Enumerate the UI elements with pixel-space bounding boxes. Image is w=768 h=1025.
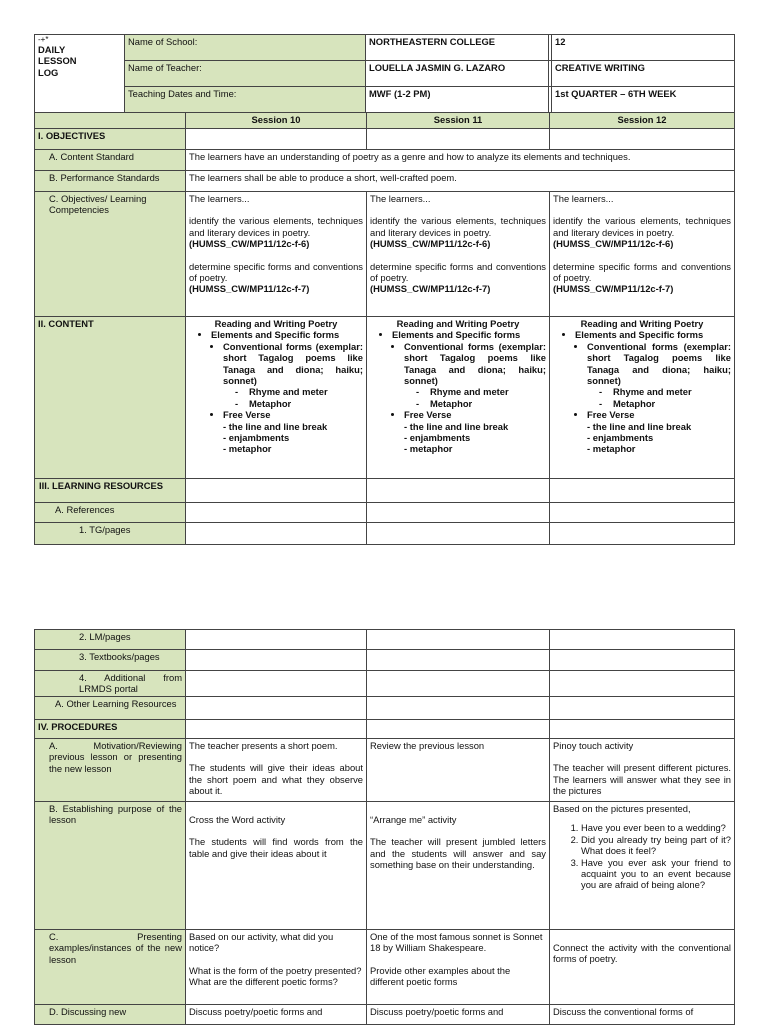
competency-2-code: (HUMSS_CW/MP11/12c-f-7) [189,283,310,295]
lesson-log-grid-page-2 [34,629,735,1025]
content-session-12 [550,317,735,479]
metaphor-item: - Metaphor [416,398,546,409]
session-12-header: Session 12 [550,113,735,129]
presenting-s10-line2: What is the form of the poetry presented? [189,964,362,976]
presenting-s11-line2: Provide other examples about the different poetic forms [370,964,511,988]
references-label: A. References [35,503,186,523]
teacher-label: Name of Teacher: [125,61,366,87]
conventional-forms: Conventional forms (exemplar: short Tagalog poems like Tanaga and diona; haiku; sonnet) [404,340,546,387]
content-session-11 [367,317,550,479]
school-label: Name of School: [125,35,366,61]
purpose-s12-question-1: 1. Have you ever been to a wedding? [581,822,731,833]
lesson-log-table-page-1 [34,34,735,113]
competencies-intro: The learners... [189,193,250,204]
competency-2-code: (HUMSS_CW/MP11/12c-f-7) [370,283,491,295]
rhyme-meter: - Rhyme and meter [599,386,731,397]
school-value: NORTHEASTERN COLLEGE [366,35,549,61]
conventional-forms: Conventional forms (exemplar: short Tagalog poems like Tanaga and diona; haiku; sonnet) [223,340,363,387]
presenting-s12-line1: Connect the activity with the conventional forms of poetry. [553,942,731,965]
purpose-session-10 [186,802,367,930]
motivation-s12-line2: The teacher will present different pictures. The learners will answer what they see in the pictures [553,762,731,797]
motivation-s10-line2: The students will give their ideas about the short poem and what they observe about it. [189,762,363,797]
free-verse-enjambments: - enjambments [587,432,654,444]
purpose-s12-intro: Based on the pictures presented, [553,803,691,814]
presenting-session-10 [186,930,367,1005]
content-bullet-1: Elements and Specific forms [211,329,340,341]
free-verse-enjambments: - enjambments [404,432,471,444]
rhyme-meter: - Rhyme and meter [416,386,546,397]
competency-2: determine specific forms and conventions of poetry. [370,260,546,284]
competency-2-code: (HUMSS_CW/MP11/12c-f-7) [553,283,674,295]
free-verse-line: - the line and line break [404,420,509,432]
grade-value: 12 [552,35,735,61]
motivation-s10-line1: The teacher presents a short poem. [189,740,338,751]
purpose-session-12 [550,802,735,930]
objectives-heading: I. OBJECTIVES [35,129,186,150]
presenting-s10-line3: What are the different poetic forms? [189,976,338,988]
motivation-session-12 [550,739,735,802]
content-standard-value: The learners have an understanding of poetry as a genre and how to analyze its elements and techniques. [186,150,735,171]
discussing-session-11: Discuss poetry/poetic forms and [367,1005,550,1025]
discussing-label: D. Discussing new [35,1005,186,1025]
motivation-label: A. Motivation/Reviewing previous lesson or presenting the new lesson [35,739,186,802]
presenting-s11-line1: One of the most famous sonnet is Sonnet 18 by William Shakespeare. [370,931,543,954]
content-bullet-1: Elements and Specific forms [392,329,521,341]
competency-1-code: (HUMSS_CW/MP11/12c-f-6) [189,238,310,250]
competencies-session-10 [186,192,367,317]
discussing-session-12: Discuss the conventional forms of [550,1005,735,1025]
free-verse-metaphor: - metaphor [587,443,636,455]
session-11-header: Session 11 [367,113,550,129]
purpose-s10-line1: Cross the Word activity [189,814,286,825]
presenting-session-12 [550,930,735,1005]
content-title: Reading and Writing Poetry [580,318,704,329]
additional-lrmds-label: 4. Additional from LRMDS portal [35,671,186,697]
presenting-session-11 [367,930,550,1005]
learning-resources-heading: III. LEARNING RESOURCES [35,479,186,503]
procedures-heading: IV. PROCEDURES [35,720,186,739]
log-title-cell [35,35,125,113]
content-heading: II. CONTENT [35,317,186,479]
purpose-session-11 [367,802,550,930]
free-verse-line: - the line and line break [223,420,328,432]
conventional-forms: Conventional forms (exemplar: short Tagalog poems like Tanaga and diona; haiku; sonnet) [587,340,731,387]
dates-value: MWF (1-2 PM) [366,87,549,113]
purpose-s12-question-2: 2. Did you already try being part of it? What does it feel? [581,834,731,857]
purpose-s12-question-3: 3. Have you ever ask your friend to acquaint you to an event because you are afraid of being alone? [581,857,731,891]
free-verse-metaphor: - metaphor [223,443,272,455]
lesson-log-grid-page-1 [34,112,735,545]
corner-mark: -+* [38,35,49,44]
purpose-s11-line1: “Arrange me” activity [370,814,457,825]
competency-1: identify the various elements, techniques and literary devices in poetry. [189,215,363,238]
competency-1-code: (HUMSS_CW/MP11/12c-f-6) [370,238,491,250]
performance-standard-value: The learners shall be able to produce a short, well-crafted poem. [186,171,735,192]
competencies-intro: The learners... [553,193,614,204]
session-header-blank [35,113,186,129]
free-verse-line: - the line and line break [587,420,692,432]
presenting-examples-label: C. Presenting examples/instances of the new lesson [35,930,186,1005]
textbooks-label: 3. Textbooks/pages [35,650,186,671]
teacher-value: LOUELLA JASMIN G. LAZARO [366,61,549,87]
presenting-s10-line1: Based on our activity, what did you notice? [189,931,334,954]
competency-2: determine specific forms and conventions of poetry. [553,260,731,284]
free-verse-enjambments: - enjambments [223,432,290,444]
tg-pages-label: 1. TG/pages [35,523,186,545]
competencies-session-12 [550,192,735,317]
competency-1-code: (HUMSS_CW/MP11/12c-f-6) [553,238,674,250]
free-verse: Free Verse [223,409,271,421]
motivation-s12-line1: Pinoy touch activity [553,740,634,751]
free-verse-metaphor: - metaphor [404,443,453,455]
content-title: Reading and Writing Poetry [214,318,338,329]
area-value: CREATIVE WRITING [552,61,735,87]
performance-standard-label: B. Performance Standards [35,171,186,192]
content-session-10 [186,317,367,479]
purpose-label: B. Establishing purpose of the lesson [35,802,186,930]
log-title: DAILY LESSON LOG [38,44,77,78]
purpose-s10-line2: The students will find words from the table and give their ideas about it [189,836,363,859]
competencies-session-11 [367,192,550,317]
discussing-session-10: Discuss poetry/poetic forms and [186,1005,367,1025]
quarter-value: 1st QUARTER – 6TH WEEK [552,87,735,113]
dates-label: Teaching Dates and Time: [125,87,366,113]
content-title: Reading and Writing Poetry [396,318,520,329]
motivation-session-10 [186,739,367,802]
free-verse: Free Verse [587,409,635,421]
rhyme-meter: - Rhyme and meter [235,386,363,397]
competency-1: identify the various elements, techniques and literary devices in poetry. [553,215,731,238]
metaphor-item: - Metaphor [599,398,731,409]
competencies-intro: The learners... [370,193,431,204]
motivation-session-11: Review the previous lesson [367,739,550,802]
content-standard-label: A. Content Standard [35,150,186,171]
metaphor-item: - Metaphor [235,398,363,409]
purpose-s11-line2: The teacher will present jumbled letters and the students will answer and say something base on their understanding. [370,836,546,871]
other-resources-label: A. Other Learning Resources [35,697,186,720]
lm-pages-label: 2. LM/pages [35,630,186,650]
content-bullet-1: Elements and Specific forms [575,329,704,341]
competencies-label: C. Objectives/ Learning Competencies [35,192,186,317]
competency-2: determine specific forms and conventions of poetry. [189,260,363,284]
session-10-header: Session 10 [186,113,367,129]
free-verse: Free Verse [404,409,452,421]
competency-1: identify the various elements, techniques and literary devices in poetry. [370,215,546,238]
